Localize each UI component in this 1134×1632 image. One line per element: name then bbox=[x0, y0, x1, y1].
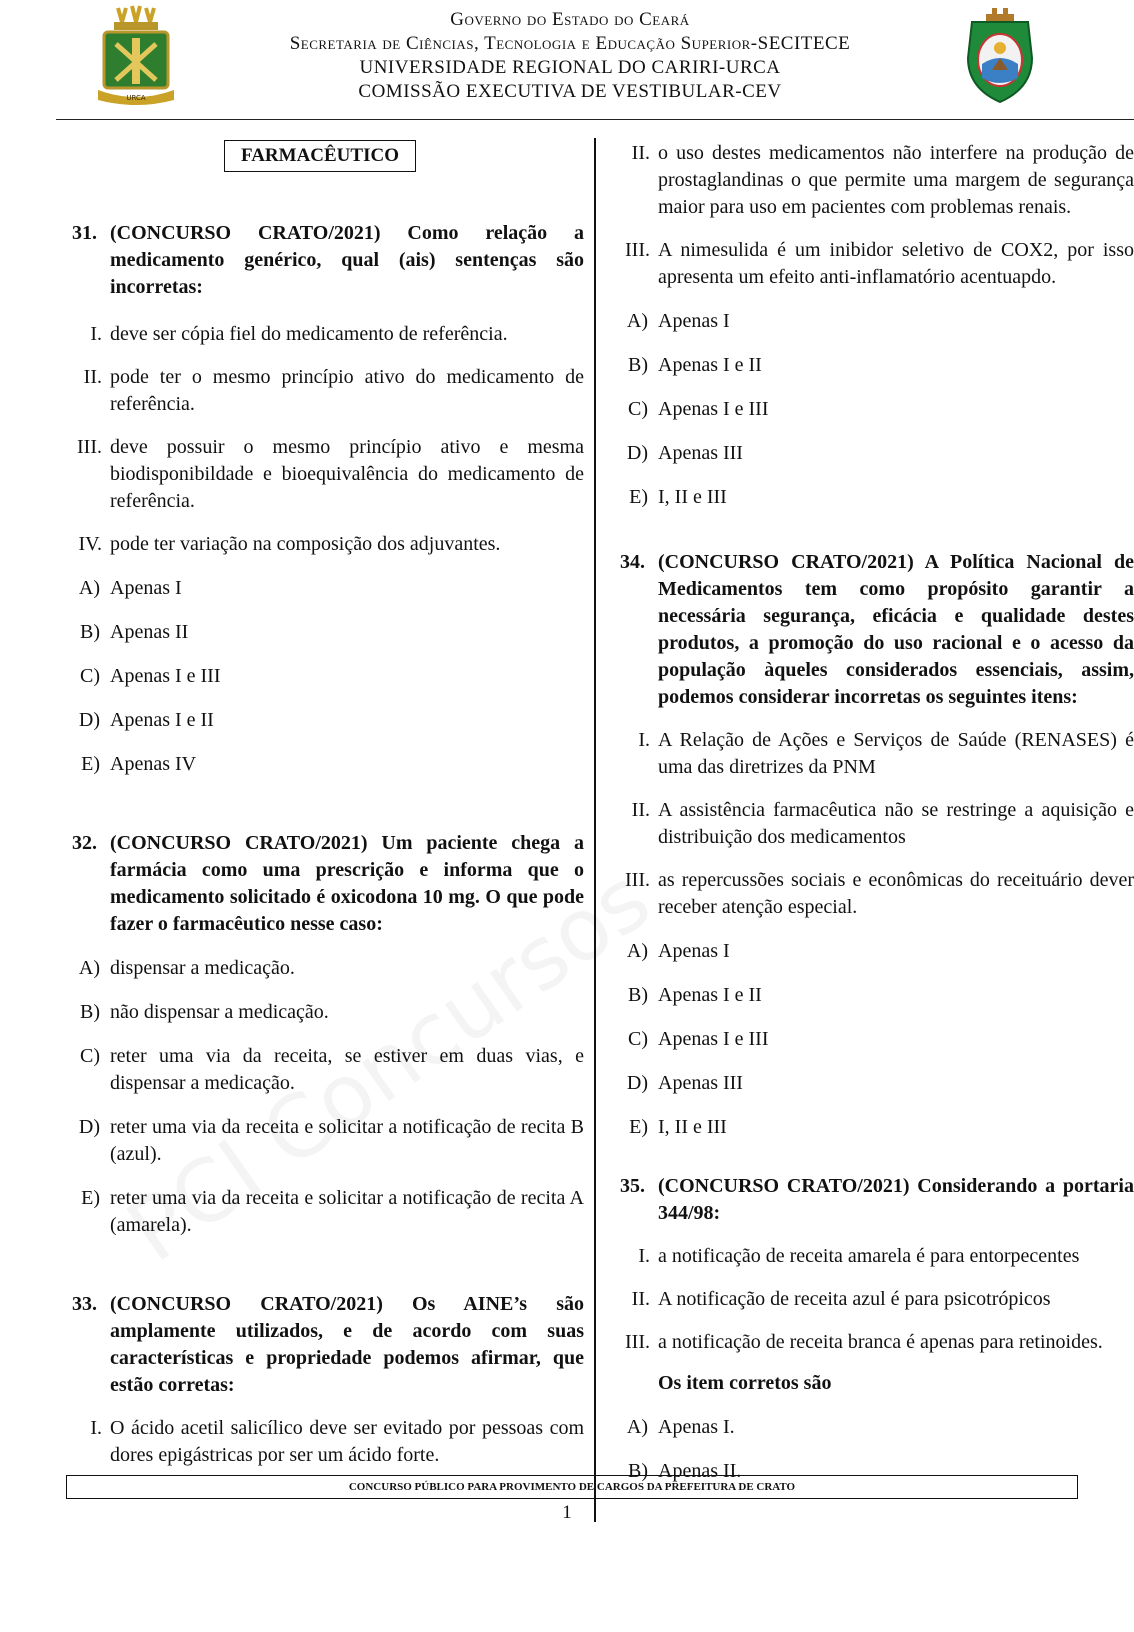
list-item: III. a notificação de receita branca é apenas para retinoides. bbox=[625, 1331, 1103, 1353]
list-item: II. pode ter o mesmo princípio ativo do medicamento de referência. bbox=[83, 366, 584, 415]
question-statement: (CONCURSO CRATO/2021) A Política Nacional de Medicamentos tem como propósito garantir a necessária segurança, eficácia e qualidade destes produtos, a promoção do uso racional e o acesso da população àqueles considerados essenciais, assim, podemos considerar incorretas os seguintes itens: bbox=[658, 551, 1134, 708]
urca-crest-icon bbox=[96, 4, 176, 108]
question-number: 34. bbox=[620, 551, 645, 573]
question-statement: (CONCURSO CRATO/2021) Os AINE’s são amplamente utilizados, e de acordo com suas características e propriedade podemos afirmar, que estão corretas: bbox=[110, 1293, 584, 1396]
answer-option[interactable]: D) reter uma via da receita e solicitar a notificação de recita B (azul). bbox=[78, 1116, 584, 1165]
question-note: Os item corretos são bbox=[658, 1372, 832, 1394]
question-31 bbox=[72, 220, 584, 778]
column-divider bbox=[594, 138, 596, 1522]
header-commission: COMISSÃO EXECUTIVA DE VESTIBULAR-CEV bbox=[358, 81, 782, 102]
header-divider bbox=[56, 119, 1134, 120]
answer-option[interactable]: B) Apenas II. bbox=[628, 1460, 742, 1482]
section-title: FARMACÊUTICO bbox=[224, 140, 416, 172]
answer-option[interactable]: D) Apenas I e II bbox=[78, 709, 214, 731]
answer-option[interactable]: C) reter uma via da receita, se estiver em duas vias, e dispensar a medicação. bbox=[80, 1045, 584, 1094]
answer-option[interactable]: E) I, II e III bbox=[629, 486, 727, 508]
page-number: 1 bbox=[562, 1502, 572, 1523]
question-number: 35. bbox=[620, 1175, 645, 1197]
ceara-coat-of-arms-icon bbox=[962, 8, 1038, 104]
right-column bbox=[620, 140, 1134, 1485]
answer-option[interactable]: D) Apenas III bbox=[626, 442, 743, 464]
answer-option[interactable]: C) Apenas I e III bbox=[628, 1028, 769, 1050]
answer-option[interactable]: E) Apenas IV bbox=[81, 753, 197, 775]
header-government: Governo do Estado do Ceará bbox=[450, 9, 690, 30]
header-secretariat: Secretaria de Ciências, Tecnologia e Educação Superior-SECITECE bbox=[289, 33, 851, 54]
question-statement: (CONCURSO CRATO/2021) Como relação a medicamento genérico, qual (ais) sentenças são incorretas: bbox=[110, 222, 584, 298]
question-number: 31. bbox=[72, 222, 97, 244]
answer-option[interactable]: E) I, II e III bbox=[629, 1116, 727, 1138]
list-item: II. o uso destes medicamentos não interfere na produção de prostaglandinas o que permite uma margem de segurança maior para uso em pacientes com problemas renais. bbox=[631, 142, 1134, 218]
answer-option[interactable]: D) Apenas III bbox=[626, 1072, 743, 1094]
question-35 bbox=[620, 1173, 1134, 1485]
header-university: UNIVERSIDADE REGIONAL DO CARIRI-URCA bbox=[359, 57, 781, 78]
answer-option[interactable]: A) dispensar a medicação. bbox=[78, 957, 295, 979]
header-text bbox=[200, 8, 940, 104]
urca-logo-caption: URCA bbox=[126, 94, 146, 102]
question-34 bbox=[620, 549, 1134, 1141]
question-32 bbox=[72, 830, 584, 1239]
list-item: I. O ácido acetil salicílico deve ser evitado por pessoas com dores epigástricas por ser um ácido forte. bbox=[90, 1417, 584, 1466]
answer-option[interactable]: E) reter uma via da receita e solicitar a notificação de recita A (amarela). bbox=[81, 1187, 584, 1236]
answer-option[interactable]: B) Apenas I e II bbox=[628, 984, 762, 1006]
question-number: 32. bbox=[72, 832, 97, 854]
answer-option[interactable]: A) Apenas I. bbox=[626, 1416, 735, 1438]
left-column bbox=[72, 140, 584, 1469]
answer-option[interactable]: A) Apenas I bbox=[626, 310, 730, 332]
footer-banner: CONCURSO PÚBLICO PARA PROVIMENTO DE CARGOS DA PREFEITURA DE CRATO bbox=[66, 1475, 1078, 1499]
answer-option[interactable]: C) Apenas I e III bbox=[80, 665, 221, 687]
list-item: I. a notificação de receita amarela é para entorpecentes bbox=[638, 1245, 1080, 1267]
question-33 bbox=[72, 1291, 584, 1469]
question-number: 33. bbox=[72, 1293, 97, 1315]
list-item: III. deve possuir o mesmo princípio ativo e mesma biodisponibildade e bioequivalência do medicamento de referência. bbox=[77, 436, 584, 512]
answer-option[interactable]: C) Apenas I e III bbox=[628, 398, 769, 420]
list-item: II. A notificação de receita azul é para psicotrópicos bbox=[631, 1288, 1051, 1310]
page-header bbox=[0, 0, 1134, 120]
list-item: I. A Relação de Ações e Serviços de Saúde (RENASES) é uma das diretrizes da PNM bbox=[638, 729, 1134, 778]
question-statement: (CONCURSO CRATO/2021) Considerando a portaria 344/98: bbox=[658, 1175, 1134, 1224]
answer-option[interactable]: B) Apenas II bbox=[80, 621, 189, 643]
answer-option[interactable]: A) Apenas I bbox=[78, 577, 182, 599]
answer-option[interactable]: B) não dispensar a medicação. bbox=[80, 1001, 329, 1023]
list-item: I. deve ser cópia fiel do medicamento de referência. bbox=[90, 323, 508, 345]
question-statement: (CONCURSO CRATO/2021) Um paciente chega a farmácia como uma prescrição e informa que o medicamento solicitado é oxicodona 10 mg. O que pode fazer o farmacêutico nesse caso: bbox=[110, 832, 584, 935]
answer-option[interactable]: A) Apenas I bbox=[626, 940, 730, 962]
list-item: II. A assistência farmacêutica não se restringe a aquisição e distribuição dos medicamentos bbox=[631, 799, 1134, 848]
list-item: III. as repercussões sociais e econômicas do receituário dever receber atenção especial. bbox=[625, 869, 1134, 918]
list-item: IV. pode ter variação na composição dos adjuvantes. bbox=[78, 533, 501, 555]
answer-option[interactable]: B) Apenas I e II bbox=[628, 354, 762, 376]
list-item: III. A nimesulida é um inibidor seletivo de COX2, por isso apresenta um efeito anti-inflamatório acentuapdo. bbox=[625, 239, 1134, 288]
